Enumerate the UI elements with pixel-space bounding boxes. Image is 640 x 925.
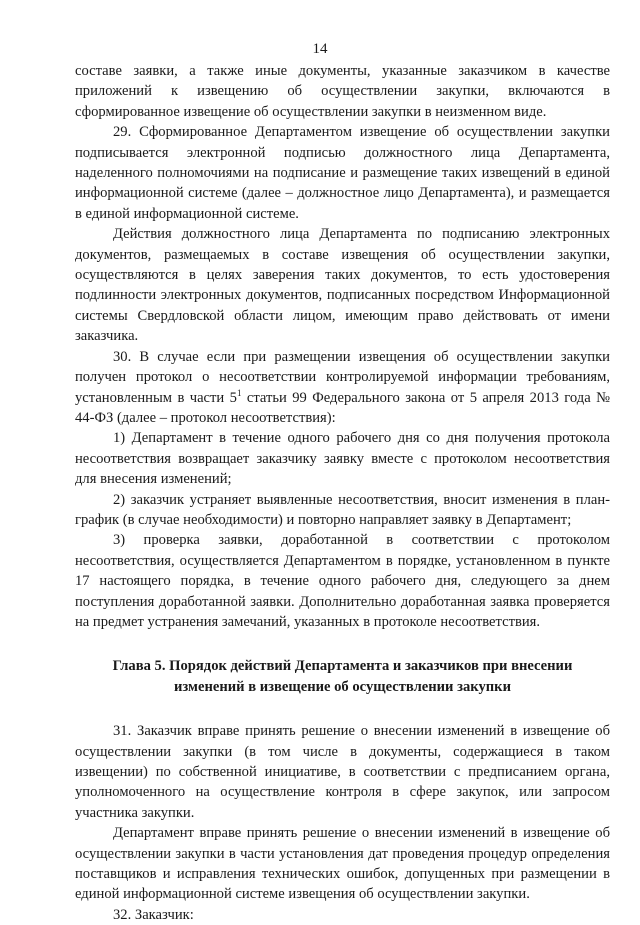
paragraph-30-text: 30. В случае если при размещении извещения об осуществлении закупки получен протокол о несоответствии контролируемой информации требованиям, установленным в части 5 bbox=[75, 348, 610, 406]
paragraph: составе заявки, а также иные документы, указанные заказчиком в качестве приложений к извещению об осуществлении закупки, включаются в сформированное извещение об осуществлении закупки в неизменном виде. bbox=[75, 63, 610, 120]
paragraph-29: 29. Сформированное Департаментом извещение об осуществлении закупки подписывается электронной подписью должностного лица Департамента, наделенного полномочиями на подписание и размещение таких извещений в единой информационной системе (далее – должностное лицо Департамента), и размещается в единой информационной системе. bbox=[75, 124, 610, 222]
paragraph-31: 31. Заказчик вправе принять решение о внесении изменений в извещение об осуществлении закупки (в том числе в документы, содержащиеся в таком извещении) по собственной инициативе, в соответствии с предписанием органа, уполномоченного на осуществление контроля в сфере закупок, или запросом участника закупки. bbox=[75, 723, 610, 821]
paragraph-30 bbox=[75, 347, 610, 429]
paragraph-32: 32. Заказчик: bbox=[113, 906, 194, 923]
paragraph-30-text-cont: статьи 99 Федерального закона от 5 апреля 2013 года № 44-ФЗ (далее – протокол несоответствия): bbox=[75, 389, 611, 426]
list-item-2: 2) заказчик устраняет выявленные несоответствия, вносит изменения в план-график (в случае необходимости) и повторно направляет заявку в Департамент; bbox=[75, 491, 610, 528]
document-body bbox=[75, 61, 610, 925]
list-item-3: 3) проверка заявки, доработанной в соответствии с протоколом несоответствия, осуществляется Департаментом в порядке, установленном в пункте 17 настоящего порядка, в течение одного рабочего дня, следующего за днем поступления доработанной заявки. Дополнительно доработанная заявка проверяется на предмет устранения замечаний, указанных в протоколе несоответствия. bbox=[75, 532, 610, 630]
chapter-heading: Глава 5. Порядок действий Департамента и заказчиков при внесении изменений в извещение об осуществлении закупки bbox=[112, 658, 573, 695]
list-item-1: 1) Департамент в течение одного рабочего дня со дня получения протокола несоответствия возвращает заказчику заявку вместе с протоколом несоответствия для внесения изменений; bbox=[75, 430, 610, 488]
page-number: 14 bbox=[312, 41, 328, 57]
paragraph: Департамент вправе принять решение о внесении изменений в извещение об осуществлении закупки в части установления дат проведения процедур определения поставщиков и исправления технических ошибок, допущенных при размещении в единой информационной системе извещения об осуществлении закупки. bbox=[75, 825, 610, 903]
superscript: 1 bbox=[236, 387, 242, 398]
paragraph: Действия должностного лица Департамента по подписанию электронных документов, размещаемых в составе извещения об осуществлении закупки, осуществляются в целях заверения таких документов, то есть удостоверения подлинности электронных документов, подписанных посредством Информационной системы Свердловской области лицом, имеющим право действовать от имени заказчика. bbox=[75, 226, 610, 345]
